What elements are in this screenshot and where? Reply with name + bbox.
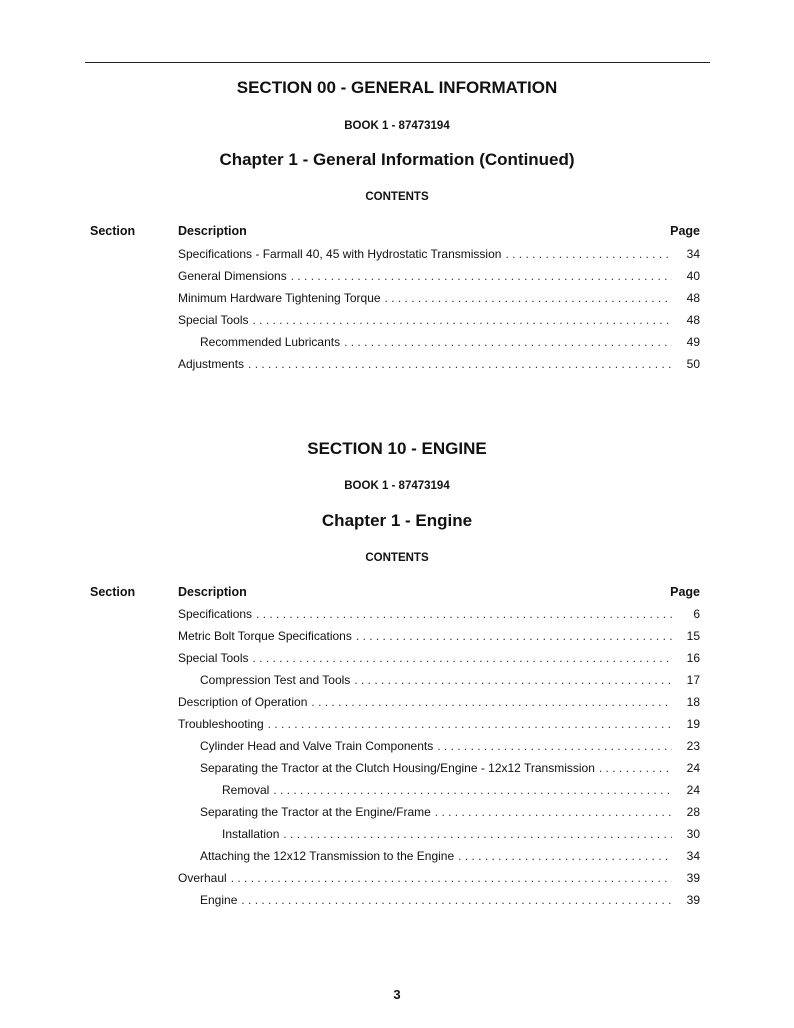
- dot-leader: [599, 761, 672, 775]
- toc-entry: [178, 607, 700, 629]
- toc-entry-page: 17: [686, 673, 700, 687]
- toc-entry: [178, 739, 700, 761]
- toc-entry: [178, 893, 700, 915]
- toc-entry: [178, 695, 700, 717]
- toc-entry-page: 50: [686, 357, 700, 371]
- toc-list: [178, 247, 700, 379]
- toc-entry-page: 48: [686, 313, 700, 327]
- toc-entry-text: Troubleshooting: [178, 717, 264, 731]
- toc-entry-text: Recommended Lubricants: [200, 335, 341, 349]
- column-header-section: Section: [90, 224, 136, 238]
- toc-entry: [178, 247, 700, 269]
- dot-leader: [311, 695, 672, 709]
- book-number: BOOK 1 - 87473194: [344, 120, 450, 132]
- toc-entry-text: Separating the Tractor at the Engine/Frame: [200, 805, 431, 819]
- dot-leader: [241, 893, 672, 907]
- page-number: 3: [393, 987, 401, 1002]
- dot-leader: [458, 849, 672, 863]
- dot-leader: [356, 629, 672, 643]
- column-header-page: Page: [670, 585, 700, 599]
- toc-entry-text: Special Tools: [178, 313, 249, 327]
- toc-entry: [178, 849, 700, 871]
- toc-entry-text: General Dimensions: [178, 269, 287, 283]
- toc-entry-page: 39: [686, 893, 700, 907]
- toc-entry-page: 40: [686, 269, 700, 283]
- toc-entry-page: 6: [693, 607, 700, 621]
- column-header-section: Section: [90, 585, 136, 599]
- toc-entry-text: Engine: [200, 893, 238, 907]
- dot-leader: [283, 827, 672, 841]
- toc-entry-page: 24: [686, 761, 700, 775]
- section-title: SECTION 10 - ENGINE: [307, 439, 487, 458]
- dot-leader: [248, 357, 672, 371]
- toc-entry-text: Installation: [222, 827, 280, 841]
- toc-entry-page: 24: [686, 783, 700, 797]
- dot-leader: [256, 607, 672, 621]
- toc-entry-text: Attaching the 12x12 Transmission to the Engine: [200, 849, 455, 863]
- dot-leader: [291, 269, 672, 283]
- toc-entry-text: Cylinder Head and Valve Train Components: [200, 739, 434, 753]
- dot-leader: [435, 805, 672, 819]
- column-header-page: Page: [670, 224, 700, 238]
- toc-entry-text: Overhaul: [178, 871, 227, 885]
- toc-list: [178, 607, 700, 915]
- top-rule: [85, 62, 710, 63]
- toc-entry-text: Special Tools: [178, 651, 249, 665]
- toc-entry: [178, 269, 700, 291]
- dot-leader: [268, 717, 672, 731]
- toc-entry: [178, 717, 700, 739]
- toc-entry-text: Description of Operation: [178, 695, 308, 709]
- section-title: SECTION 00 - GENERAL INFORMATION: [236, 78, 558, 97]
- toc-entry: [178, 629, 700, 651]
- chapter-title: Chapter 1 - General Information (Continued): [219, 150, 575, 169]
- dot-leader: [505, 247, 672, 261]
- toc-entry: [178, 313, 700, 335]
- toc-entry: [178, 357, 700, 379]
- toc-entry-text: Metric Bolt Torque Specifications: [178, 629, 352, 643]
- toc-entry-text: Adjustments: [178, 357, 245, 371]
- dot-leader: [253, 313, 673, 327]
- toc-entry-text: Compression Test and Tools: [200, 673, 351, 687]
- toc-entry-text: Separating the Tractor at the Clutch Housing/Engine - 12x12 Transmission: [200, 761, 595, 775]
- toc-entry: [178, 761, 700, 783]
- toc-entry: [178, 335, 700, 357]
- toc-entry: [178, 673, 700, 695]
- column-header-description: Description: [178, 585, 247, 599]
- toc-entry-page: 49: [686, 335, 700, 349]
- contents-label: CONTENTS: [365, 552, 429, 564]
- toc-entry-page: 15: [686, 629, 700, 643]
- toc-entry-page: 23: [686, 739, 700, 753]
- toc-entry: [178, 805, 700, 827]
- toc-entry-text: Removal: [222, 783, 270, 797]
- chapter-title: Chapter 1 - Engine: [321, 511, 473, 530]
- dot-leader: [273, 783, 672, 797]
- toc-entry-page: 39: [686, 871, 700, 885]
- toc-entry-page: 48: [686, 291, 700, 305]
- toc-entry: [178, 291, 700, 313]
- toc-entry-page: 18: [686, 695, 700, 709]
- toc-entry-page: 34: [686, 849, 700, 863]
- contents-label: CONTENTS: [365, 191, 429, 203]
- toc-entry-text: Minimum Hardware Tightening Torque: [178, 291, 381, 305]
- dot-leader: [354, 673, 672, 687]
- toc-entry-text: Specifications: [178, 607, 253, 621]
- book-number: BOOK 1 - 87473194: [344, 480, 450, 492]
- toc-entry: [178, 783, 700, 805]
- dot-leader: [253, 651, 673, 665]
- toc-entry: [178, 871, 700, 893]
- toc-entry-page: 19: [686, 717, 700, 731]
- dot-leader: [437, 739, 672, 753]
- dot-leader: [344, 335, 672, 349]
- dot-leader: [385, 291, 672, 305]
- toc-entry-page: 28: [686, 805, 700, 819]
- dot-leader: [231, 871, 672, 885]
- toc-entry: [178, 651, 700, 673]
- toc-entry: [178, 827, 700, 849]
- column-header-description: Description: [178, 224, 247, 238]
- toc-entry-page: 30: [686, 827, 700, 841]
- toc-entry-page: 34: [686, 247, 700, 261]
- toc-entry-text: Specifications - Farmall 40, 45 with Hydrostatic Transmission: [178, 247, 502, 261]
- toc-entry-page: 16: [686, 651, 700, 665]
